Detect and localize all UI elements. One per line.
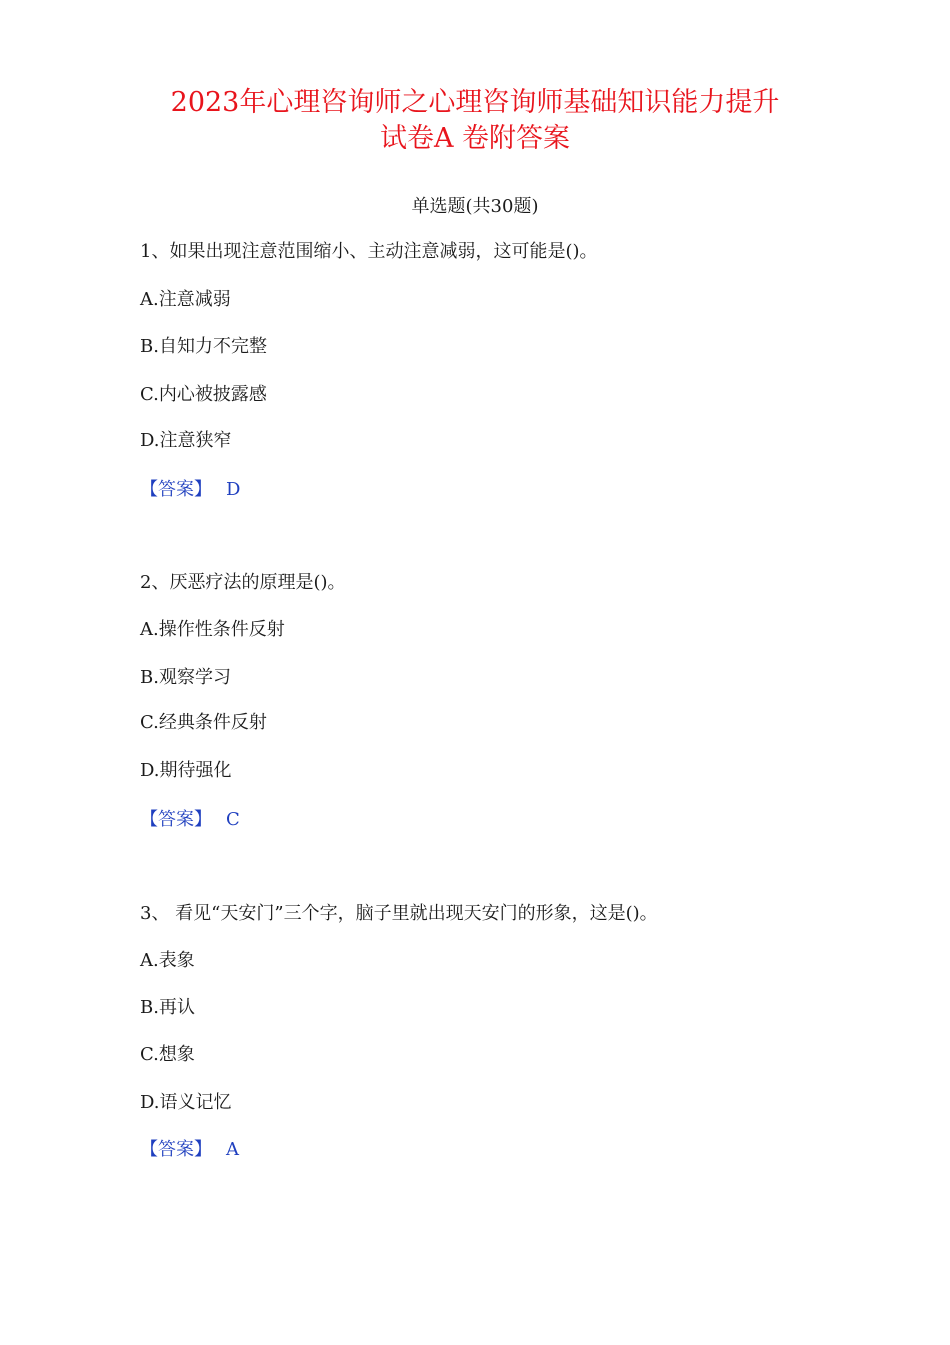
question-3-answer	[140, 1136, 239, 1164]
question-1-option-d: D.注意狭窄	[140, 430, 232, 451]
question-2-option-a: A.操作性条件反射	[140, 619, 285, 640]
answer-label: 【答案】	[140, 809, 212, 830]
question-2-option-d: D.期待强化	[140, 760, 232, 781]
question-1-stem: 1、如果出现注意范围缩小、主动注意减弱，这可能是()。	[140, 241, 598, 262]
question-2-option-c: C.经典条件反射	[140, 712, 267, 733]
question-3-option-a: A.表象	[140, 950, 195, 971]
answer-label: 【答案】	[140, 479, 212, 500]
document-title-line-2: 试卷A 卷附答案	[379, 123, 571, 154]
answer-label: 【答案】	[140, 1139, 212, 1160]
question-1-option-a: A.注意减弱	[140, 289, 231, 310]
question-2-answer	[140, 806, 240, 834]
document-title-line-1: 2023年心理咨询师之心理咨询师基础知识能力提升	[170, 87, 780, 118]
question-1-answer	[140, 476, 240, 504]
answer-value: C	[226, 809, 240, 830]
answer-value: A	[226, 1139, 239, 1160]
section-heading: 单选题(共30题)	[411, 196, 539, 217]
question-3-option-c: C.想象	[140, 1044, 195, 1065]
question-1-option-b: B.自知力不完整	[140, 336, 267, 357]
question-3-option-b: B.再认	[140, 997, 195, 1018]
question-3-stem: 3、 看见“天安门”三个字，脑子里就出现天安门的形象，这是()。	[140, 903, 658, 924]
question-3-option-d: D.语义记忆	[140, 1092, 232, 1113]
question-1-option-c: C.内心被披露感	[140, 384, 267, 405]
answer-value: D	[226, 479, 241, 500]
question-2-option-b: B.观察学习	[140, 667, 231, 688]
question-2-stem: 2、厌恶疗法的原理是()。	[140, 572, 346, 593]
